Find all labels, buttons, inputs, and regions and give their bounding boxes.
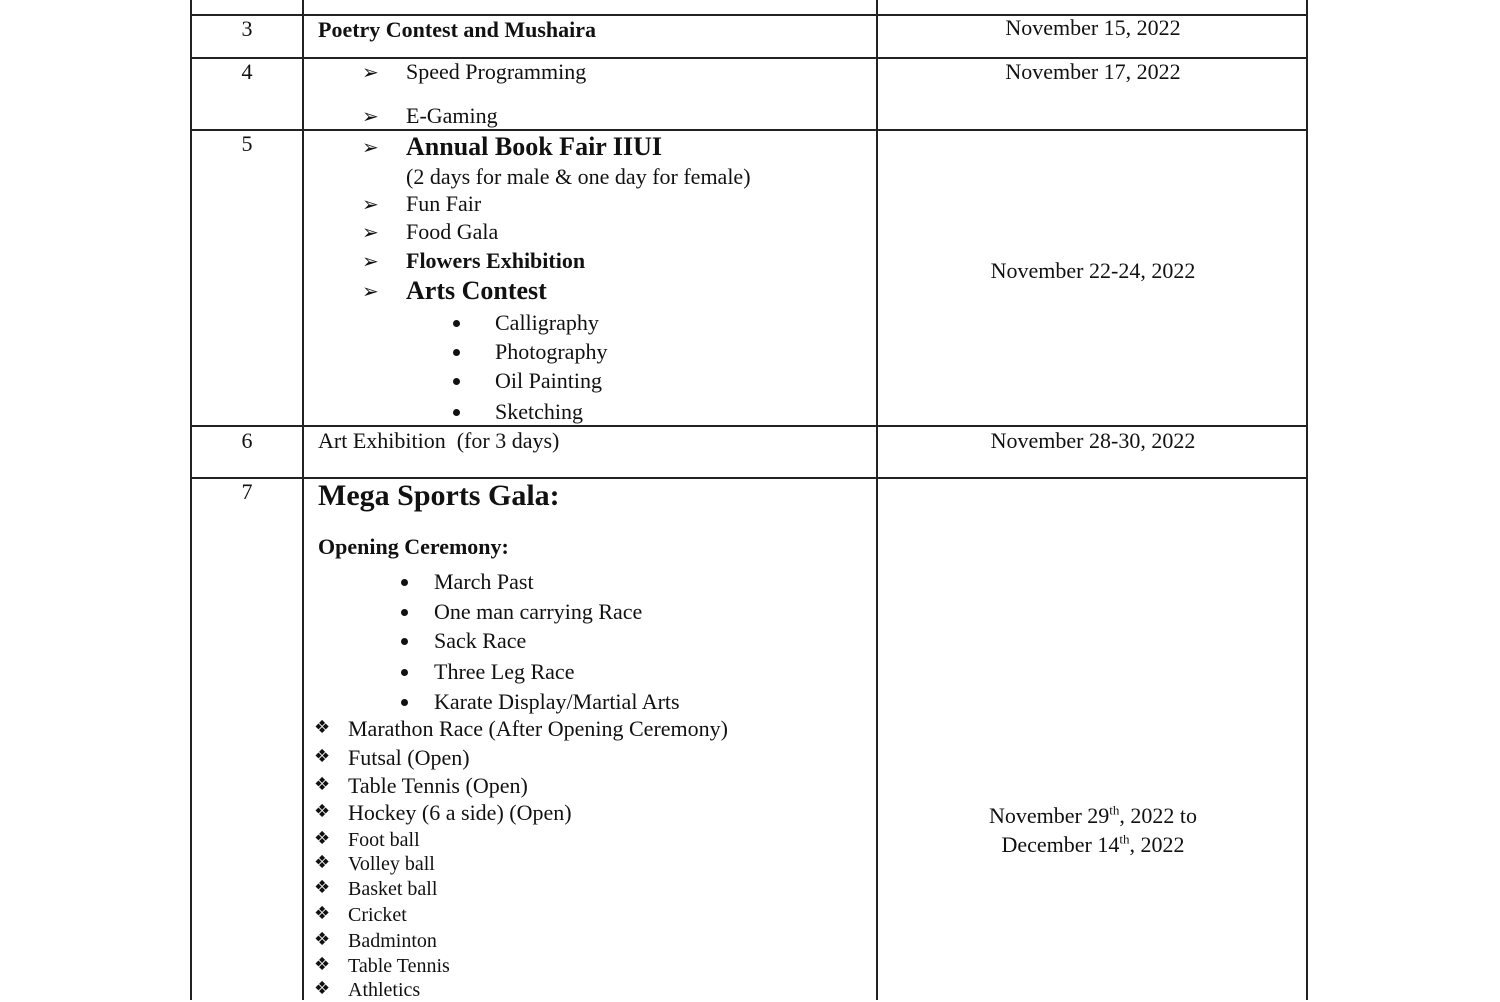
row-number: 4 <box>241 59 253 84</box>
table-border <box>190 425 1308 427</box>
dot-bullet-icon <box>401 638 408 645</box>
arrow-bullet-icon: ➢ <box>362 279 379 303</box>
list-item: Food Gala <box>406 219 499 244</box>
list-item: Table Tennis (Open) <box>348 773 528 798</box>
diamond-bullet-icon: ❖ <box>314 877 331 898</box>
diamond-bullet-icon: ❖ <box>314 774 331 795</box>
row-date: November 28-30, 2022 <box>990 428 1196 453</box>
list-item: Foot ball <box>348 829 420 851</box>
list-item: Cricket <box>348 904 407 926</box>
diamond-bullet-icon: ❖ <box>314 801 331 822</box>
date-end-tail: , 2022 <box>1129 832 1185 857</box>
diamond-bullet-icon: ❖ <box>314 828 331 849</box>
row-date-end <box>878 832 1308 858</box>
list-item: Three Leg Race <box>434 659 575 684</box>
dot-bullet-icon <box>453 409 460 416</box>
list-item: Marathon Race (After Opening Ceremony) <box>348 716 728 741</box>
row-title: Poetry Contest and Mushaira <box>318 17 597 42</box>
list-item: Badminton <box>348 930 437 952</box>
row-number: 5 <box>241 131 253 156</box>
arrow-bullet-icon: ➢ <box>362 192 379 216</box>
list-item: Arts Contest <box>406 276 547 305</box>
arrow-bullet-icon: ➢ <box>362 135 379 159</box>
list-item: Fun Fair <box>406 191 482 216</box>
row-date: November 15, 2022 <box>1005 15 1181 40</box>
diamond-bullet-icon: ❖ <box>314 717 331 738</box>
list-subitem: Sketching <box>495 399 583 424</box>
list-item: March Past <box>434 569 534 594</box>
diamond-bullet-icon: ❖ <box>314 903 331 924</box>
list-subitem: Oil Painting <box>495 368 602 393</box>
arrow-bullet-icon: ➢ <box>362 220 379 244</box>
diamond-bullet-icon: ❖ <box>314 929 331 950</box>
list-item: Annual Book Fair IIUI <box>406 132 662 161</box>
dot-bullet-icon <box>453 378 460 385</box>
list-item: One man carrying Race <box>434 599 643 624</box>
diamond-bullet-icon: ❖ <box>314 852 331 873</box>
dot-bullet-icon <box>453 349 460 356</box>
list-item: Futsal (Open) <box>348 745 470 770</box>
list-item-note: (2 days for male & one day for female) <box>406 164 751 189</box>
date-start-text: November 29 <box>988 803 1110 828</box>
diamond-bullet-icon: ❖ <box>314 954 331 975</box>
dot-bullet-icon <box>401 579 408 586</box>
list-item: Speed Programming <box>406 59 587 84</box>
table-border <box>190 129 1308 131</box>
dot-bullet-icon <box>401 669 408 676</box>
list-item: Athletics <box>348 979 421 1001</box>
date-start-sup: th <box>1109 802 1120 818</box>
dot-bullet-icon <box>401 699 408 706</box>
list-item: Flowers Exhibition <box>406 248 586 273</box>
row-number: 3 <box>241 16 253 41</box>
date-end-text: December 14 <box>1001 832 1120 857</box>
dot-bullet-icon <box>401 609 408 616</box>
section-subtitle: Opening Ceremony: <box>318 534 509 559</box>
row-number: 7 <box>241 479 253 504</box>
list-item: Volley ball <box>348 853 435 875</box>
date-start-tail: , 2022 to <box>1119 803 1198 828</box>
list-subitem: Photography <box>495 339 608 364</box>
arrow-bullet-icon: ➢ <box>362 249 379 273</box>
row-date: November 22-24, 2022 <box>990 258 1196 283</box>
row-number: 6 <box>241 428 253 453</box>
diamond-bullet-icon: ❖ <box>314 978 331 999</box>
date-end-sup: th <box>1119 831 1130 847</box>
list-item: Basket ball <box>348 878 438 900</box>
list-item: Table Tennis <box>348 955 450 977</box>
arrow-bullet-icon: ➢ <box>362 104 379 128</box>
section-title: Mega Sports Gala: <box>318 479 560 512</box>
row-title: Art Exhibition (for 3 days) <box>318 428 560 453</box>
arrow-bullet-icon: ➢ <box>362 60 379 84</box>
row-date: November 17, 2022 <box>1005 59 1181 84</box>
diamond-bullet-icon: ❖ <box>314 746 331 767</box>
list-item: Karate Display/Martial Arts <box>434 689 680 714</box>
list-item: Sack Race <box>434 628 527 653</box>
list-item: E-Gaming <box>406 103 498 128</box>
list-item: Hockey (6 a side) (Open) <box>348 800 572 825</box>
list-subitem: Calligraphy <box>495 310 599 335</box>
row-date-start <box>878 803 1308 829</box>
dot-bullet-icon <box>453 320 460 327</box>
